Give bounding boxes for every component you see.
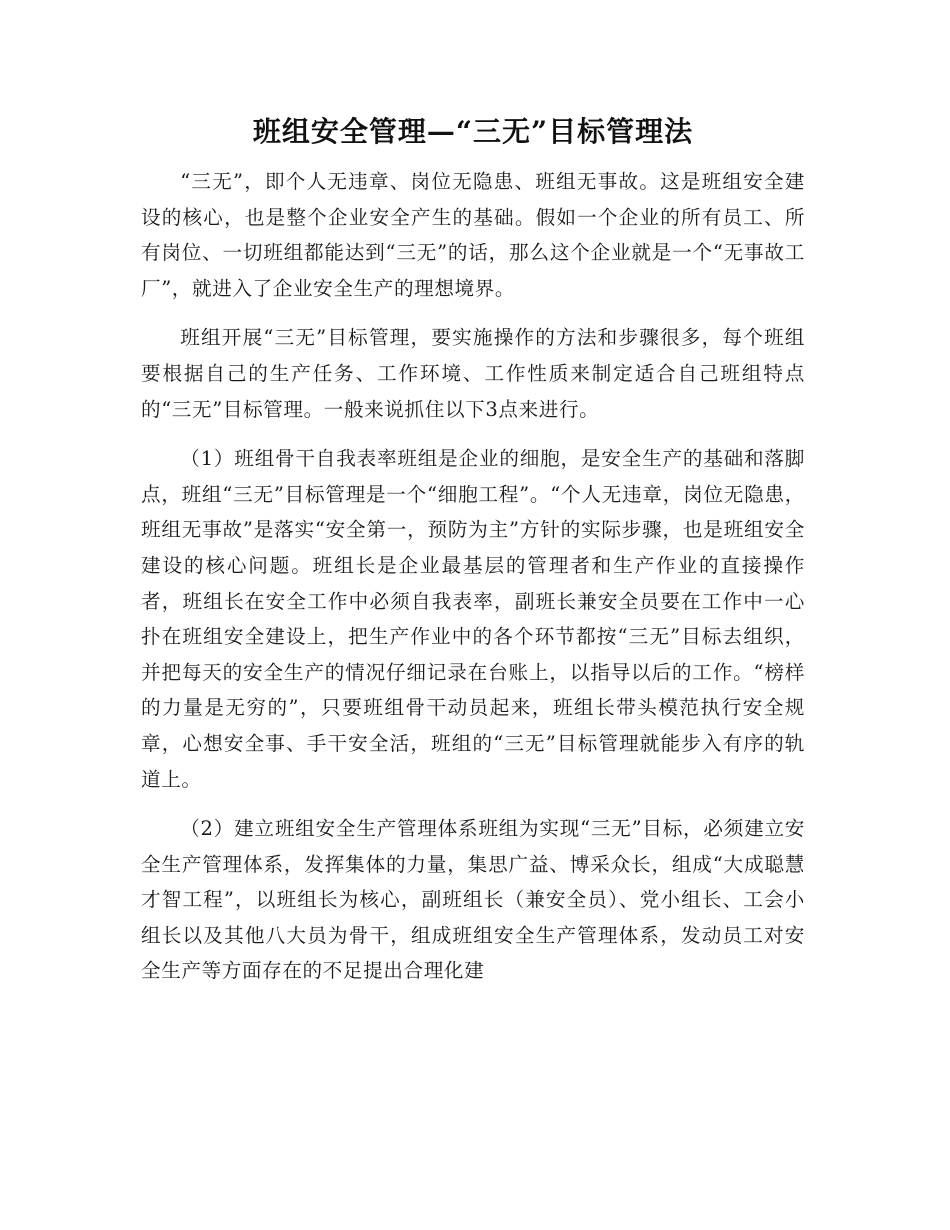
paragraph-point-1: （1）班组骨干自我表率班组是企业的细胞，是安全生产的基础和落脚点，班组“三无”目标管理是一个“细胞工程”。“个人无违章，岗位无隐患，班组无事故”是落实“安全第一，预防为主”方针的实际步骤，也是班组安全建设的核心问题。班组长是企业最基层的管理者和生产作业的直接操作者，班组长在安全工作中必须自我表率，副班长兼安全员要在工作中一心扑在班组安全建设上，把生产作业中的各个环节都按“三无”目标去组织，并把每天的安全生产的情况仔细记录在台账上，以指导以后的工作。“榜样的力量是无穷的”，只要班组骨干动员起来，班组长带头模范执行安全规章，心想安全事、手干安全活，班组的“三无”目标管理就能步入有序的轨道上。 — [141, 447, 805, 791]
document-title: 班组安全管理—“三无”目标管理法 — [252, 115, 694, 148]
paragraph-overview: 班组开展“三无”目标管理，要实施操作的方法和步骤很多，每个班组要根据自己的生产任务、工作环境、工作性质来制定适合自己班组特点的“三无”目标管理。一般来说抓住以下3点来进行。 — [141, 326, 805, 421]
document-body — [141, 112, 805, 1003]
paragraph-point-2: （2）建立班组安全生产管理体系班组为实现“三无”目标，必须建立安全生产管理体系，发挥集体的力量，集思广益、博采众长，组成“大成聪慧才智工程”，以班组长为核心，副班组长（兼安全员）、党小组长、工会小组长以及其他八大员为骨干，组成班组安全生产管理体系，发动员工对安全生产等方面存在的不足提出合理化建 — [141, 817, 805, 983]
paragraph-definition: “三无”，即个人无违章、岗位无隐患、班组无事故。这是班组安全建设的核心，也是整个企业安全产生的基础。假如一个企业的所有员工、所有岗位、一切班组都能达到“三无”的话，那么这个企业就是一个“无事故工厂”，就进入了企业安全生产的理想境界。 — [141, 170, 805, 300]
